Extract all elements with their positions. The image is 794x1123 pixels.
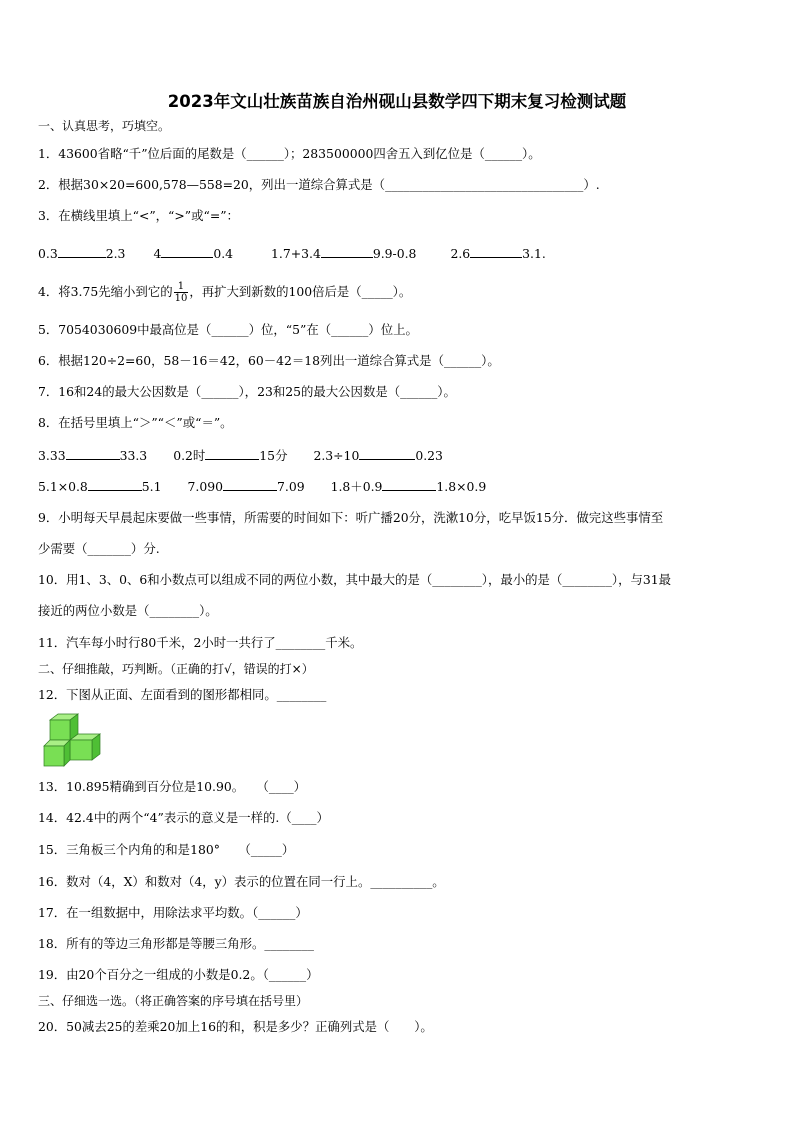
cube-left — [44, 740, 70, 766]
question-4 — [38, 281, 411, 304]
question-8-row-1 — [38, 447, 443, 464]
question-3: 3．在横线里填上“<”，“>”或“=”： — [38, 208, 239, 223]
question-3-items — [38, 245, 546, 262]
q3-item: 2.3 — [105, 246, 126, 261]
q3-item: 0.4 — [213, 246, 234, 261]
question-8-row-2 — [38, 478, 486, 495]
q8-item: 0.23 — [415, 448, 443, 463]
q8-item: 5.1 — [141, 479, 162, 494]
question-11: 11．汽车每小时行80千米，2小时一共行了________千米。 — [38, 635, 363, 650]
question-6: 6．根据120÷2=60，58－16＝42，60－42＝18列出一道综合算式是（______）。 — [38, 353, 500, 368]
q3-item: 1.7+3.4 — [271, 246, 321, 261]
question-7: 7．16和24的最大公因数是（______），23和25的最大公因数是（______）。 — [38, 384, 456, 399]
answer-blank[interactable] — [88, 478, 142, 491]
q8-item: 33.3 — [119, 448, 148, 463]
question-4-text: 4．将3.75先缩小到它的 — [38, 284, 173, 299]
q8-item: 1.8×0.9 — [436, 479, 487, 494]
q3-item: 3.1. — [522, 246, 546, 261]
question-5: 5．7054030609中最高位是（______）位，“5”在（______）位上。 — [38, 322, 418, 337]
question-12: 12．下图从正面、左面看到的图形都相同。________ — [38, 687, 327, 702]
question-2: 2．根据30×20=600,578—558=20，列出一道综合算式是（________________________________）. — [38, 177, 600, 192]
q8-item: 15分 — [259, 448, 288, 463]
question-1: 1．43600省略“千”位后面的尾数是（______）；283500000四舍五入到亿位是（______）。 — [38, 146, 541, 161]
q8-item: 7.090 — [187, 479, 223, 494]
answer-blank[interactable] — [161, 245, 213, 258]
answer-blank[interactable] — [66, 447, 120, 460]
question-4-text-end: ，再扩大到新数的100倍后是（_____）。 — [189, 284, 412, 299]
q3-item: 9.9-0.8 — [372, 246, 417, 261]
cube-right — [70, 734, 100, 760]
question-16: 16．数对（4，X）和数对（4，y）表示的位置在同一行上。__________。 — [38, 874, 445, 889]
q8-item: 7.09 — [277, 479, 305, 494]
cube-top — [50, 714, 78, 740]
q8-item: 2.3÷10 — [313, 448, 360, 463]
section-1-heading: 一、认真思考，巧填空。 — [38, 119, 171, 133]
answer-blank[interactable] — [470, 245, 522, 258]
question-9-line-2: 少需要（_______）分. — [38, 541, 160, 556]
question-8: 8．在括号里填上“＞”“＜”或“＝”。 — [38, 415, 233, 430]
section-2-heading: 二、仔细推敲，巧判断。（正确的打√，错误的打×） — [38, 662, 314, 676]
fraction — [174, 281, 189, 304]
question-10-line-2: 接近的两位小数是（________）。 — [38, 603, 218, 618]
q3-item: 4 — [153, 246, 162, 261]
question-15: 15．三角板三个内角的和是180° （_____） — [38, 842, 295, 857]
answer-blank[interactable] — [223, 478, 277, 491]
answer-blank[interactable] — [205, 447, 259, 460]
section-3-heading: 三、仔细选一选。（将正确答案的序号填在括号里） — [38, 994, 309, 1008]
fraction-denominator: 10 — [174, 293, 188, 304]
question-18: 18．所有的等边三角形都是等腰三角形。________ — [38, 936, 314, 951]
question-17: 17．在一组数据中，用除法求平均数。（______） — [38, 905, 308, 920]
question-9-line-1: 9．小明每天早晨起床要做一些事情，所需要的时间如下：听广播20分，洗漱10分，吃早饭15分．做完这些事情至 — [38, 510, 664, 525]
cubes-figure — [40, 712, 104, 768]
answer-blank[interactable] — [321, 245, 373, 258]
question-14: 14．42.4中的两个“4”表示的意义是一样的.（____） — [38, 810, 329, 825]
page-title: 2023年文山壮族苗族自治州砚山县数学四下期末复习检测试题 — [167, 92, 627, 111]
q3-item: 0.3 — [38, 246, 58, 261]
answer-blank[interactable] — [382, 478, 436, 491]
q8-item: 3.33 — [38, 448, 66, 463]
question-20: 20．50减去25的差乘20加上16的和，积是多少？正确列式是（ ）。 — [38, 1019, 433, 1034]
question-19: 19．由20个百分之一组成的小数是0.2。（______） — [38, 967, 319, 982]
q8-item: 5.1×0.8 — [38, 479, 88, 494]
answer-blank[interactable] — [58, 245, 106, 258]
question-10-line-1: 10．用1、3、0、6和小数点可以组成不同的两位小数，其中最大的是（________），最小的是（________），与31最 — [38, 572, 672, 587]
q3-item: 2.6 — [450, 246, 471, 261]
q8-item: 0.2时 — [173, 448, 206, 463]
question-13: 13．10.895精确到百分位是10.90。 （____） — [38, 779, 307, 794]
answer-blank[interactable] — [359, 447, 415, 460]
fraction-numerator: 1 — [174, 281, 189, 293]
q8-item: 1.8＋0.9 — [330, 479, 383, 494]
